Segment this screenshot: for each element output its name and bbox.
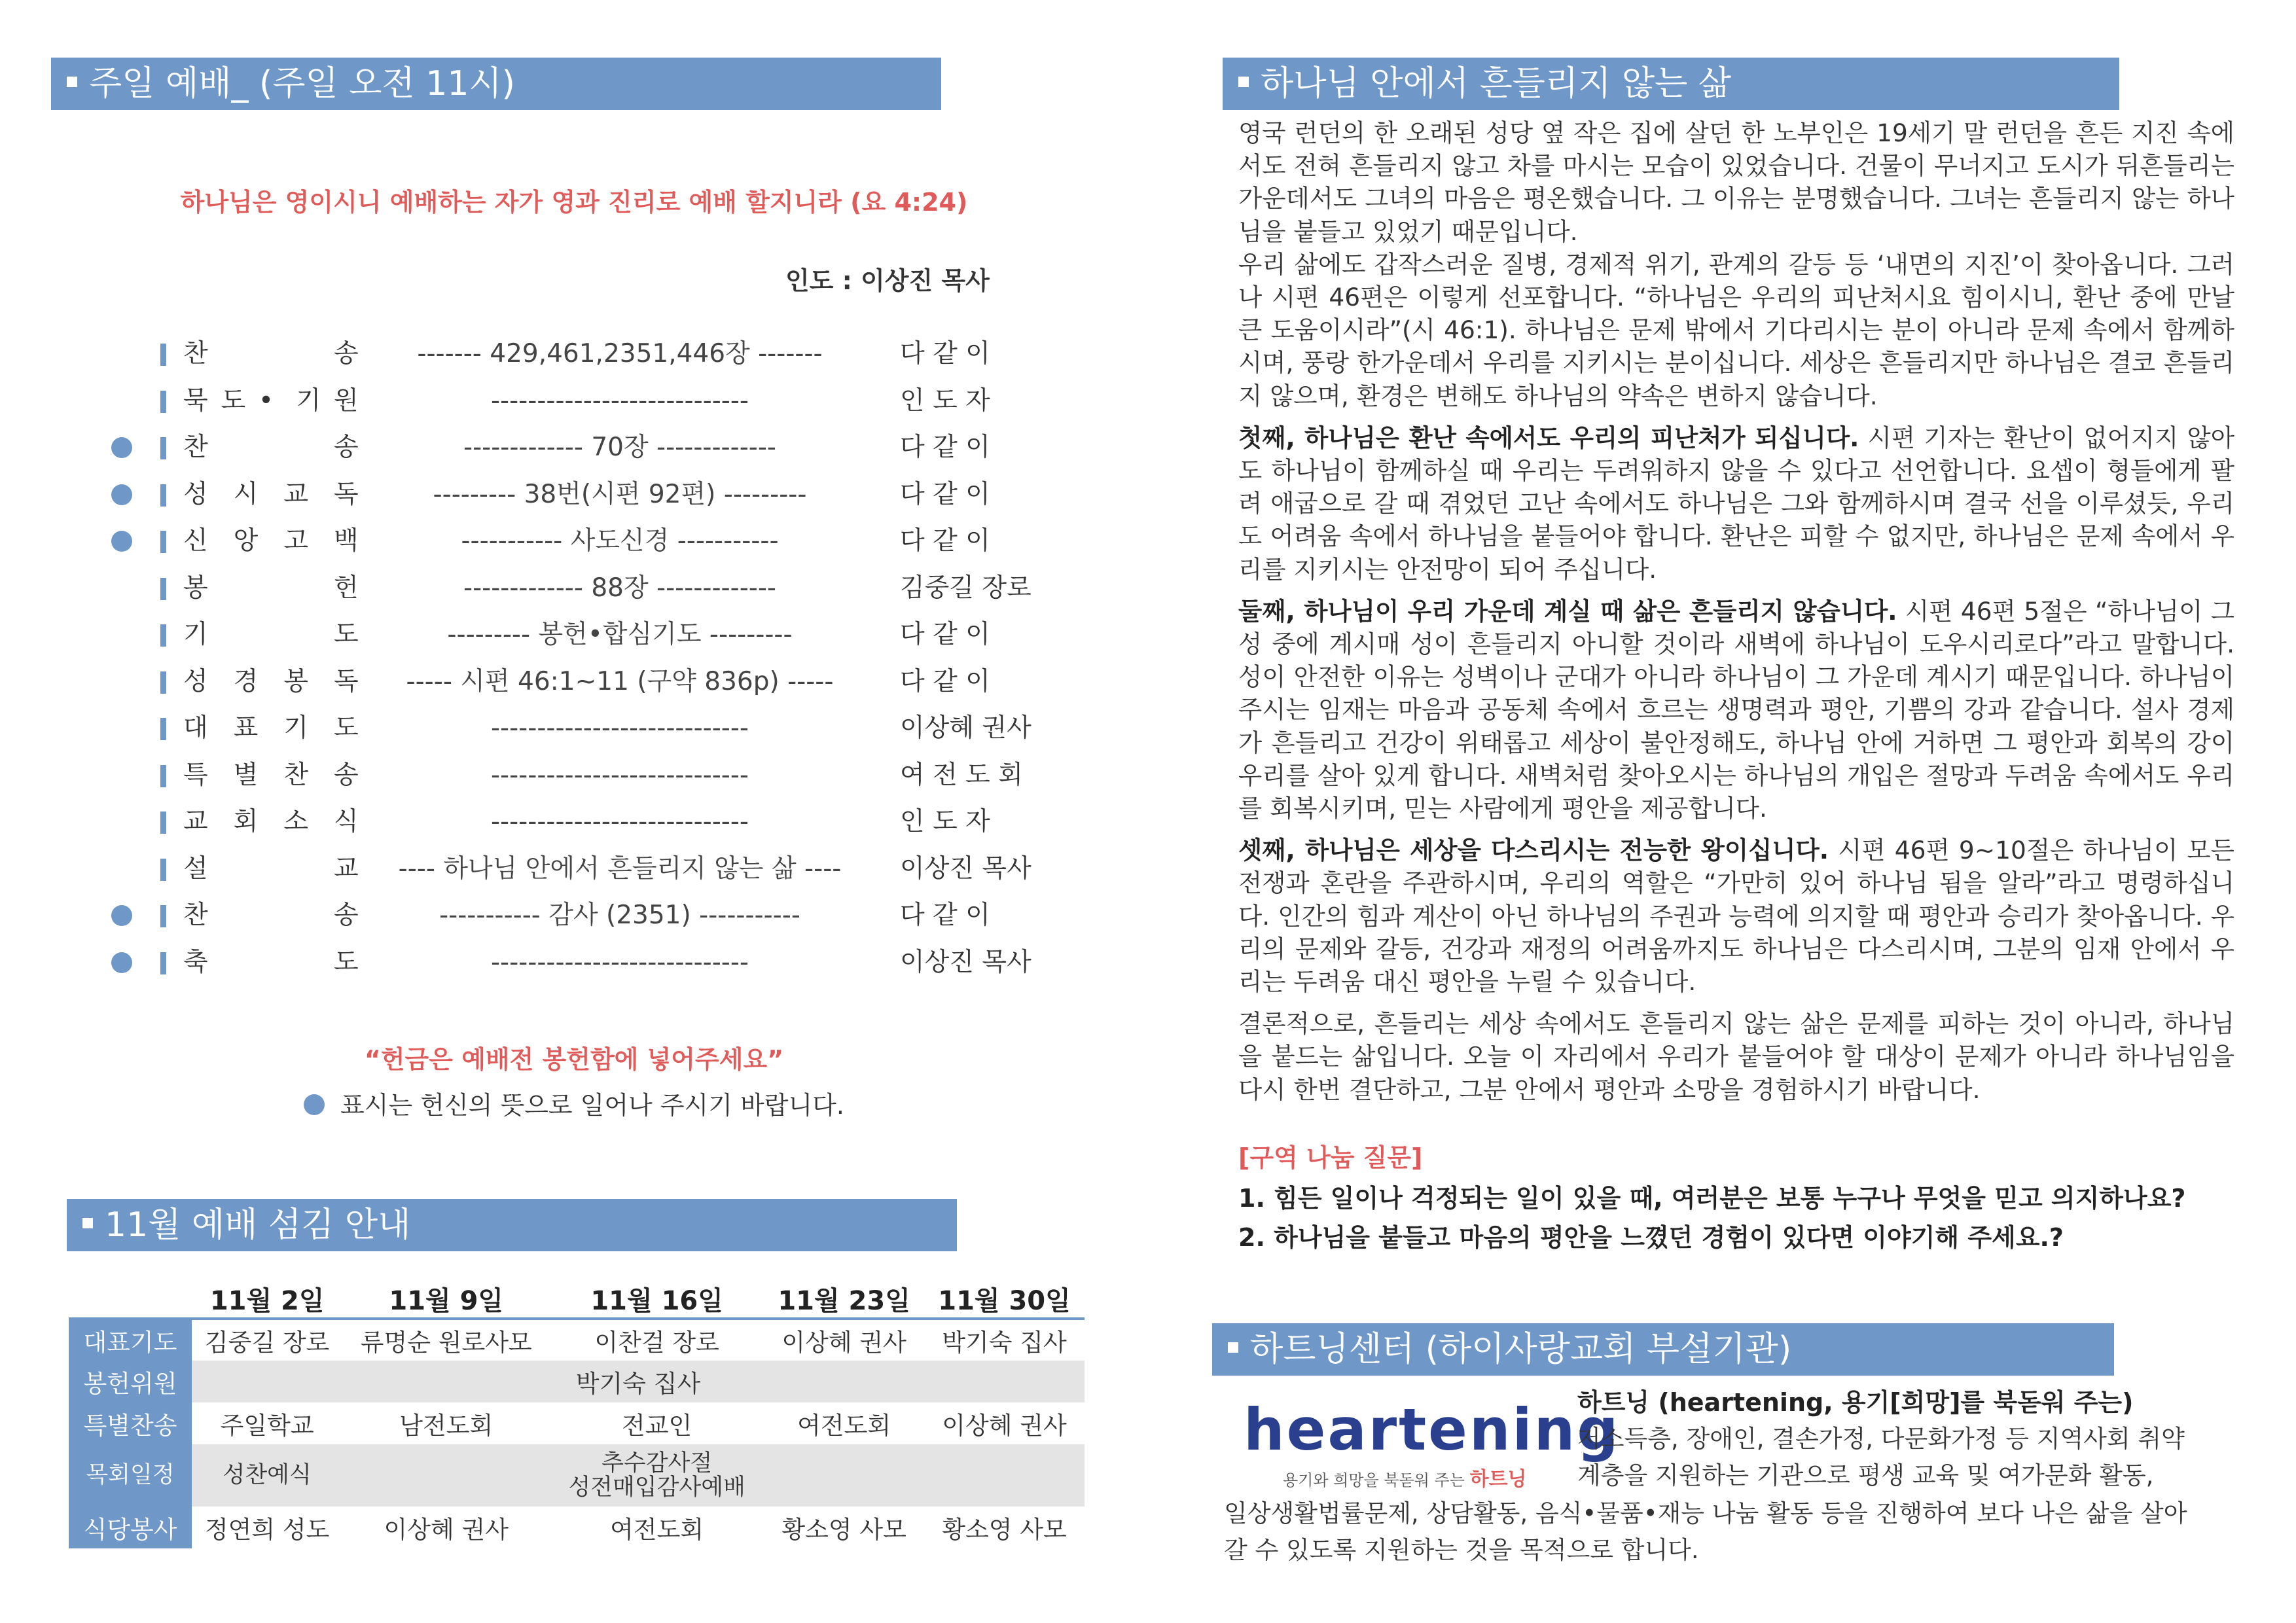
sermon-header [1223, 58, 2119, 110]
schedule-cell: 이찬걸 장로 [594, 1329, 719, 1357]
order-item-char: 찬 [183, 433, 208, 462]
schedule-cell: 이상혜 권사 [781, 1329, 906, 1357]
order-item-char: 원 [334, 385, 359, 416]
schedule-row-event [69, 1444, 1085, 1507]
order-item-detail: --------- 38번(시편 92편) --------- [433, 479, 807, 509]
order-item-person: 다 같 이 [900, 666, 990, 696]
discussion-question: 2. 하나님을 붙들고 마음의 평안을 느꼈던 경험이 있다면 이야기해 주세요.? [1238, 1223, 2064, 1252]
square-bullet-icon [82, 1218, 93, 1228]
sermon-header-title: 하나님 안에서 흔들리지 않는 삶 [1261, 64, 1732, 103]
schedule-cell: 주일학교 [220, 1412, 314, 1440]
worship-order-list [111, 330, 1047, 986]
bar-icon [160, 952, 166, 974]
order-row [111, 658, 1047, 705]
schedule-header-title: 11월 예배 섬김 안내 [105, 1205, 411, 1245]
order-item-char: 묵 [183, 385, 208, 416]
schedule-header [67, 1199, 957, 1251]
order-item-char: 표 [233, 713, 259, 743]
center-desc-line: 일상생활법률문제, 상담활동, 음식•물품•재능 나눔 활동 등을 진행하여 보다 나은 삶을 살아 [1224, 1499, 2187, 1527]
bar-icon [160, 578, 166, 600]
row-label: 대표기도 [69, 1319, 192, 1361]
heartening-logo [1244, 1396, 1621, 1491]
order-item-char: 봉 [283, 666, 309, 696]
event-line: 추수감사절 [601, 1450, 713, 1476]
order-item-char: 송 [334, 433, 359, 462]
order-item-char: 독 [334, 479, 359, 509]
order-item-char: 식 [334, 807, 359, 836]
center-desc-line: 계층을 지원하는 기관으로 평생 교육 및 여가문화 활동, [1577, 1461, 2154, 1489]
order-item-person: 인 도 자 [900, 385, 990, 416]
center-header-title: 하트닝센터 (하이사랑교회 부설기관) [1250, 1330, 1792, 1369]
schedule-cell: 성찬예식 [192, 1444, 342, 1507]
schedule-cell [550, 1444, 764, 1507]
order-item-char: 별 [233, 760, 259, 790]
order-item-char: 기 [283, 713, 309, 743]
order-item-char: 봉 [183, 573, 208, 603]
order-row [111, 611, 1047, 658]
order-item-char: 시 [233, 479, 259, 509]
schedule-cell: 박기숙 집사 [192, 1361, 1085, 1402]
bar-icon [160, 765, 166, 787]
order-item-person: 다 같 이 [900, 620, 990, 649]
order-row [111, 705, 1047, 752]
stand-dot-icon [111, 531, 132, 552]
schedule-date: 11월 16일 [550, 1279, 764, 1319]
order-row [111, 424, 1047, 471]
logo-tagline-name: 하트닝 [1469, 1468, 1527, 1491]
row-label: 목회일정 [69, 1444, 192, 1507]
logo-tagline [1283, 1463, 1532, 1491]
schedule-cell: 전교인 [622, 1412, 692, 1440]
schedule-cell: 김중길 장로 [204, 1329, 330, 1357]
schedule-date: 11월 9일 [342, 1279, 550, 1319]
schedule-corner [69, 1279, 192, 1319]
order-row [111, 378, 1047, 425]
order-row [111, 518, 1047, 565]
order-row [111, 752, 1047, 799]
order-item-person: 인 도 자 [900, 807, 990, 836]
schedule-date: 11월 30일 [924, 1279, 1085, 1319]
bar-icon [160, 718, 166, 740]
order-item-char: 찬 [183, 339, 208, 368]
point-text: 시편 46편 5절은 “하나님이 그 성 중에 계시매 성이 흔들리지 아니할 것이라 새벽에 하나님이 도우시리로다”라고 말합니다. 성이 안전한 이유는 성벽이나 군대가 아니라 하나님이 그 가운데 계시기 때문입니다. 하나님이 주시는 임재는 마음과 공동체 속에서 흐르는 생명력과 평안, 기쁨의 강과 같습니다. 설사 경제가 흔들리고 건강이 위태롭고 세상이 불안정해도, 하나님 안에 거하면 그 평안과 회복의 강이 우리를 살아 있게 합니다. 새벽처럼 찾아오시는 하나님의 개입은 절망과 두려움 속에서도 우리를 회복시키며, 믿는 사람에게 평안을 제공합니다. [1238, 596, 2234, 823]
schedule-cell: 박기숙 집사 [942, 1329, 1067, 1357]
discussion-question: 1. 힘든 일이나 걱정되는 일이 있을 때, 여러분은 보통 누구나 무엇을 믿고 의지하나요? [1238, 1184, 2186, 1213]
order-item-person: 다 같 이 [900, 901, 990, 930]
order-item-char: 찬 [183, 901, 208, 930]
order-row [111, 330, 1047, 378]
order-item-person: 다 같 이 [900, 526, 990, 556]
schedule-date-row [69, 1279, 1085, 1319]
bar-icon [160, 624, 166, 647]
schedule-cell: 여전도회 [797, 1412, 891, 1440]
stand-dot-icon [111, 952, 132, 973]
sermon-point-3 [1238, 834, 2234, 998]
bar-icon [160, 671, 166, 694]
schedule-cell: 여전도회 [610, 1516, 704, 1544]
bar-icon [160, 344, 166, 366]
order-item-char: 도 [334, 947, 359, 977]
order-item-char: 독 [334, 666, 359, 696]
sermon-intro-1: 영국 런던의 한 오래된 성당 옆 작은 집에 살던 한 노부인은 19세기 말 런던을 흔든 지진 속에서도 전혀 흔들리지 않고 차를 마시는 모습이 있었습니다. 건물이 무너지고 도시가 뒤흔들리는 가운데서도 그녀의 마음은 평온했습니다. 그 이유는 분명했습니다. 그녀는 흔들리지 않는 하나님을 붙들고 있었기 때문입니다. [1238, 118, 2234, 246]
order-item-char: 특 [183, 760, 208, 790]
point-heading: 둘째, 하나님이 우리 가운데 계실 때 삶은 흔들리지 않습니다. [1238, 596, 1897, 626]
schedule-row-meal [69, 1507, 1085, 1548]
square-bullet-icon [1238, 77, 1249, 87]
order-item-char: 앙 [233, 526, 259, 556]
order-item-char: 기 [296, 385, 321, 416]
schedule-cell: 황소영 사모 [942, 1516, 1067, 1544]
event-line: 성전매입감사예배 [568, 1474, 745, 1501]
bar-icon [160, 859, 166, 881]
order-item-char: 소 [283, 807, 309, 836]
order-row [111, 892, 1047, 939]
schedule-row-offering [69, 1361, 1085, 1402]
bar-icon [160, 812, 166, 834]
square-bullet-icon [67, 77, 77, 87]
order-item-char: 도 [221, 385, 246, 416]
sermon-point-2 [1238, 595, 2234, 825]
schedule-row-prayer [69, 1319, 1085, 1361]
order-item-char: 축 [183, 947, 208, 977]
row-label: 특별찬송 [69, 1402, 192, 1444]
stand-dot-icon [111, 905, 132, 926]
order-item-char: 회 [233, 807, 259, 836]
order-item-detail: ------------- 88장 ------------- [463, 573, 776, 603]
sermon-body [1238, 116, 2234, 1115]
order-item-char: 교 [334, 853, 359, 883]
order-item-char: 고 [283, 526, 309, 556]
order-item-char: 찬 [283, 760, 309, 790]
order-row [111, 939, 1047, 986]
stand-note-text: 표시는 헌신의 뜻으로 일어나 주시기 바랍니다. [340, 1091, 844, 1120]
order-item-char: 성 [183, 666, 208, 696]
order-item-person: 다 같 이 [900, 339, 990, 368]
order-item-char: 송 [334, 901, 359, 930]
order-item-person: 다 같 이 [900, 433, 990, 462]
center-header [1212, 1323, 2114, 1376]
row-label: 식당봉사 [69, 1507, 192, 1548]
schedule-cell: 이상혜 권사 [942, 1412, 1067, 1440]
center-desc-line: 저소득층, 장애인, 결손가정, 다문화가정 등 지역사회 취약 [1577, 1425, 2185, 1453]
schedule-date: 11월 2일 [192, 1279, 342, 1319]
order-item-detail: ---------------------------- [490, 947, 749, 977]
order-item-detail: ----------- 사도신경 ----------- [461, 526, 779, 556]
order-item-char: 헌 [334, 573, 359, 603]
stand-dot-icon [111, 484, 132, 505]
order-item-detail: --------- 봉헌•합심기도 --------- [447, 620, 793, 649]
order-item-person: 이상진 목사 [900, 947, 1031, 977]
schedule-cell: 황소영 사모 [781, 1516, 906, 1544]
bar-icon [160, 531, 166, 553]
order-item-person: 다 같 이 [900, 479, 990, 509]
schedule-row-special [69, 1402, 1085, 1444]
order-item-char: 도 [334, 713, 359, 743]
schedule-cell: 류명순 원로사모 [360, 1329, 532, 1357]
order-item-person: 여 전 도 회 [900, 760, 1023, 790]
order-item-char: • [259, 385, 274, 416]
order-item-person: 김중길 장로 [900, 573, 1031, 603]
worship-header-title: 주일 예배_ (주일 오전 11시) [89, 64, 515, 103]
order-item-detail: ---------------------------- [490, 807, 749, 836]
bar-icon [160, 437, 166, 459]
point-heading: 셋째, 하나님은 세상을 다스리시는 전능한 왕이십니다. [1238, 836, 1829, 865]
stand-note [0, 1085, 1148, 1121]
schedule-cell: 정연희 성도 [204, 1516, 330, 1544]
center-desc-line: 갈 수 있도록 지원하는 것을 목적으로 합니다. [1224, 1536, 1699, 1564]
discussion-title: [구역 나눔 질문] [1238, 1143, 1423, 1172]
order-item-detail: ---------------------------- [490, 385, 749, 416]
order-row [111, 846, 1047, 893]
schedule-cell: 남전도회 [399, 1412, 493, 1440]
sermon-intro-2: 우리 삶에도 갑작스러운 질병, 경제적 위기, 관계의 갈등 등 ‘내면의 지진’이 찾아옵니다. 그러나 시편 46편은 이렇게 선포합니다. “하나님은 우리의 피난처시요 힘이시니, 환난 중에 만날 큰 도움이시라”(시 46:1). 하나님은 문제 밖에서 기다리시는 분이 아니라 문제 속에서 함께하시며, 풍랑 한가운데서 우리를 지키시는 분이십니다. 세상은 흔들리지만 하나님은 결코 흔들리지 않으며, 환경은 변해도 하나님의 약속은 변하지 않습니다. [1238, 249, 2234, 410]
order-item-char: 신 [183, 526, 208, 556]
schedule-cell [764, 1444, 924, 1507]
order-item-char: 송 [334, 760, 359, 790]
logo-wordmark: heartening [1244, 1396, 1621, 1463]
order-item-char: 교 [183, 807, 208, 836]
logo-tagline-text: 용기와 희망을 북돋워 주는 [1283, 1471, 1465, 1489]
order-item-person: 이상혜 권사 [900, 713, 1031, 743]
order-item-detail: ---------------------------- [490, 713, 749, 743]
worship-leader: 인도 : 이상진 목사 [785, 266, 990, 295]
order-item-char: 백 [334, 526, 359, 556]
bar-icon [160, 391, 166, 413]
order-item-person: 이상진 목사 [900, 853, 1031, 883]
point-text: 시편 46편 9~10절은 하나님이 모든 전쟁과 혼란을 주관하시며, 우리의 역할은 “가만히 있어 하나님 됨을 알라”라고 명령하십니다. 인간의 힘과 계산이 아닌 하나님의 주권과 능력에 의지할 때 평안과 승리가 찾아옵니다. 우리의 문제와 갈등, 건강과 재정의 어려움까지도 하나님은 다스리시며, 그분의 임재 안에서 우리는 두려움 대신 평안을 누릴 수 있습니다. [1238, 836, 2234, 997]
order-item-detail: ----- 시편 46:1~11 (구약 836p) ----- [406, 666, 834, 696]
point-heading: 첫째, 하나님은 환난 속에서도 우리의 피난처가 되십니다. [1238, 423, 1859, 452]
order-item-detail: ---- 하나님 안에서 흔들리지 않는 삶 ---- [398, 853, 842, 883]
order-item-detail: ------------- 70장 ------------- [463, 433, 776, 462]
order-item-detail: ------- 429,461,2351,446장 ------- [417, 339, 823, 368]
scripture-verse: 하나님은 영이시니 예배하는 자가 영과 진리로 예배 할지니라 (요 4:24) [180, 188, 968, 217]
schedule-cell [342, 1444, 550, 1507]
stand-dot-icon [111, 437, 132, 458]
schedule-cell: 이상혜 권사 [384, 1516, 509, 1544]
schedule-cell [924, 1444, 1085, 1507]
bar-icon [160, 484, 166, 507]
order-item-char: 설 [183, 853, 208, 883]
order-item-char: 송 [334, 339, 359, 368]
order-row [111, 798, 1047, 846]
order-row [111, 565, 1047, 612]
stand-dot-icon [304, 1094, 325, 1115]
offering-note: “헌금은 예배전 봉헌함에 넣어주세요” [364, 1045, 784, 1074]
sermon-conclusion: 결론적으로, 흔들리는 세상 속에서도 흔들리지 않는 삶은 문제를 피하는 것이 아니라, 하나님을 붙드는 삶입니다. 오늘 이 자리에서 우리가 붙들어야 할 대상이 문제가 아니라 하나님임을 다시 한번 결단하고, 그분 안에서 평안과 소망을 경험하시기 바랍니다. [1238, 1009, 2234, 1104]
order-row [111, 471, 1047, 518]
sermon-point-1 [1238, 421, 2234, 586]
schedule-date: 11월 23일 [764, 1279, 924, 1319]
row-label: 봉헌위원 [69, 1361, 192, 1402]
center-title: 하트닝 (heartening, 용기[희망]를 북돋워 주는) [1577, 1388, 2134, 1417]
order-item-char: 도 [334, 620, 359, 649]
order-item-char: 기 [183, 620, 208, 649]
order-item-char: 성 [183, 479, 208, 509]
order-item-char: 대 [183, 713, 208, 743]
point-text: 시편 기자는 환난이 없어지지 않아도 하나님이 함께하실 때 우리는 두려워하지 않을 수 있다고 선언합니다. 요셉이 형들에게 팔려 애굽으로 갈 때 겪었던 고난 속에서도 하나님은 그와 함께하시며 결국 선을 이루셨듯, 우리도 어려움 속에서 하나님을 붙들어야 합니다. 환난은 피할 수 없지만, 하나님은 문제 속에서 우리를 지키시는 안전망이 되어 주십니다. [1238, 423, 2235, 584]
order-item-detail: ----------- 감사 (2351) ----------- [439, 901, 800, 930]
worship-header [51, 58, 941, 110]
bar-icon [160, 905, 166, 927]
order-item-detail: ---------------------------- [490, 760, 749, 790]
order-item-char: 경 [233, 666, 259, 696]
square-bullet-icon [1228, 1342, 1238, 1353]
serving-schedule-table [69, 1279, 1085, 1548]
order-item-char: 교 [283, 479, 309, 509]
